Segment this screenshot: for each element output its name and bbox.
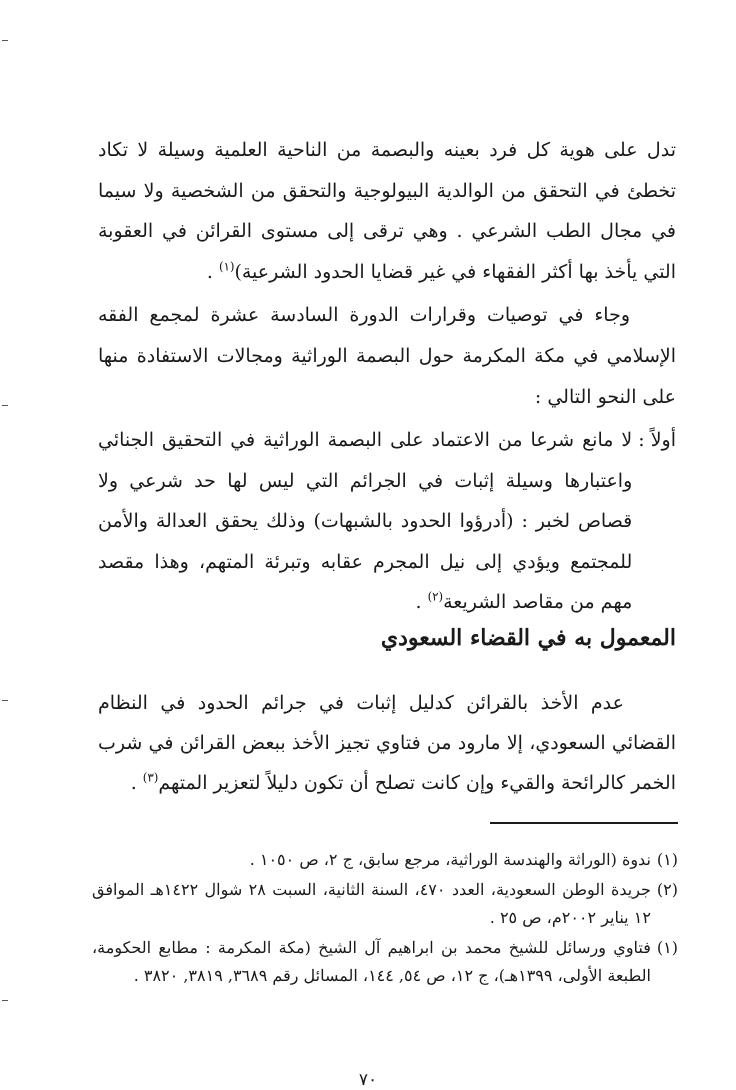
body-paragraph-2: وجاء في توصيات وقرارات الدورة السادسة عشرة لمجمع الفقه الإسلامي في مكة المكرمة حول البصمة الوراثية ومجالات الاستفادة منها على النحو التالي : <box>98 304 676 408</box>
footnote-label: (١) <box>656 938 678 957</box>
footnote-ref[interactable]: (١) <box>218 259 235 274</box>
footnote <box>92 876 678 932</box>
footnote-text: جريدة الوطن السعودية، العدد ٤٧٠، السنة الثانية، السبت ٢٨ شوال ١٤٢٢هـ الموافق ١٢ يناير ٢٠٠٢م، ص ٢٥ . <box>92 880 651 927</box>
paragraph-end: . <box>130 772 143 794</box>
footnote-label: (١) <box>656 850 678 869</box>
footnote-text: ندوة (الوراثة والهندسة الوراثية، مرجع سابق، ج ٢، ص ١٠٥٠ . <box>249 850 651 869</box>
footnote-label: (٢) <box>656 880 678 899</box>
item-text <box>98 420 632 623</box>
footnote-text: فتاوي ورسائل للشيخ محمد بن ابراهيم آل الشيخ (مكة المكرمة : مطابع الحكومة، الطبعة الأولى، ١٣٩٩هـ)، ج ١٢، ص ٥٤, ١٤٤، المسائل رقم ٣٦٨٩, ٣٨١٩, ٣٨٢٠ . <box>92 938 651 985</box>
recommendations-list <box>98 420 676 623</box>
body-paragraph-1 <box>98 130 676 292</box>
binding-tick <box>2 700 8 701</box>
body-paragraph-3 <box>98 683 676 803</box>
paragraph-text: عدم الأخذ بالقرائن كدليل إثبات في جرائم الحدود في النظام القضائي السعودي، إلا مارود من فتاوي تجيز الأخذ ببعض القرائن في شرب الخمر كالرائحة والقيء وإن كانت تصلح أن تكون دليلاً لتعزير المتهم <box>98 692 676 794</box>
item-end: . <box>415 591 428 613</box>
item-label: أولاً : <box>638 429 676 451</box>
footnote <box>92 934 678 990</box>
item-body: لا مانع شرعا من الاعتماد على البصمة الوراثية في التحقيق الجنائي واعتبارها وسيلة إثبات في الجرائم التي ليس لها حد شرعي ولا قصاص لخبر : (أدرؤوا الحدود بالشبهات) وذلك يحقق العدالة والأمن للمجتمع ويؤدي إلى نيل المجرم عقابه وتبرئة المتهم، وهذا مقصد مهم من مقاصد الشريعة <box>98 429 633 613</box>
footnote-ref[interactable]: (٣) <box>142 770 159 785</box>
list-item <box>98 420 676 623</box>
footnote <box>92 846 678 874</box>
binding-tick <box>2 40 8 41</box>
paragraph-end: . <box>206 260 219 283</box>
paragraph-text: تدل على هوية كل فرد بعينه والبصمة من الناحية العلمية وسيلة لا تكاد تخطئ في التحقق من الوالدية البيولوجية والتحقق من الشخصية ولا سيما في مجال الطب الشرعي . وهي ترقى إلى مستوى القرائن في العقوبة التي يأخذ بها أكثر الفقهاء في غير قضايا الحدود الشرعية) <box>98 139 676 283</box>
binding-tick <box>2 405 8 406</box>
footnotes <box>92 846 678 992</box>
binding-tick <box>2 1000 8 1001</box>
section-heading: المعمول به في القضاء السعودي <box>380 625 676 651</box>
page-number: ٧٠ <box>358 1070 378 1090</box>
footnote-separator <box>490 822 678 824</box>
footnote-ref[interactable]: (٢) <box>427 589 444 604</box>
